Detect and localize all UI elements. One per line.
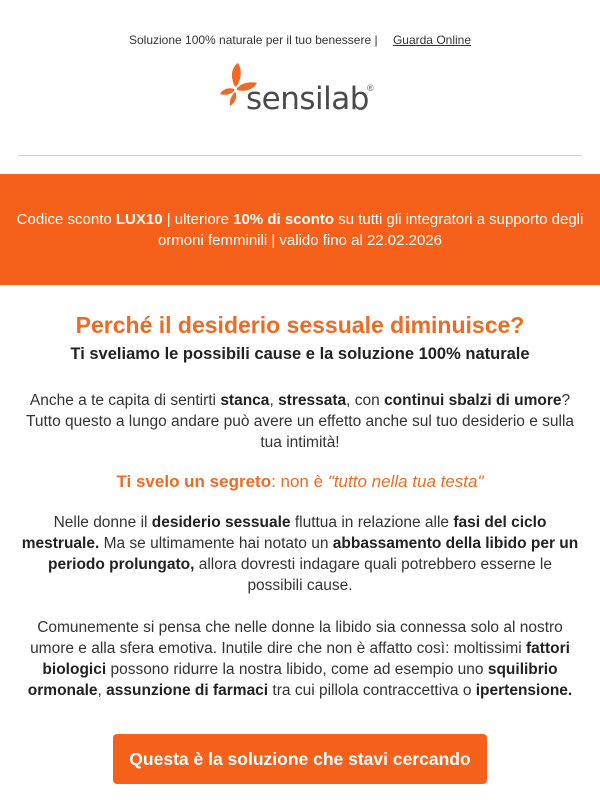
solution-cta-button[interactable]: Questa è la soluzione che stavi cercando — [113, 734, 486, 784]
subheadline: Ti sveliamo le possibili cause e la soluzione 100% naturale — [70, 345, 530, 363]
header-divider — [18, 155, 582, 156]
registered-mark: ® — [367, 83, 374, 93]
promo-banner — [0, 174, 600, 285]
secret-line: Ti svelo un segreto: non è "tutto nella tua testa" — [116, 472, 484, 491]
promo-text-3: su tutti gli integratori a supporto degli ormoni femminili | valido fino al 22.02.2026 — [157, 210, 584, 249]
view-online-link[interactable]: Guarda Online — [392, 33, 471, 47]
promo-code: LUX10 — [115, 210, 163, 228]
sensilab-logo[interactable] — [0, 63, 600, 125]
cycle-paragraph: Nelle donne il desiderio sessuale fluttua in relazione alle fasi del ciclo mestruale. Ma se ultimamente hai notato un abbassamento della libido per un periodo prolungato, allora dovresti indagare quali potrebbero esserne le possibili cause. — [21, 514, 579, 594]
headline: Perché il desiderio sessuale diminuisce? — [75, 312, 525, 338]
promo-discount: 10% di sconto — [233, 210, 335, 228]
promo-text-2: | ulteriore — [162, 210, 234, 228]
preheader-text: Soluzione 100% naturale per il tuo benessere | — [128, 33, 378, 47]
preheader — [0, 0, 600, 51]
promo-text-1: Codice sconto — [16, 210, 116, 228]
causes-paragraph: Comunemente si pensa che nelle donne la libido sia connessa solo al nostro umore e alla sfera emotiva. Inutile dire che non è affatto così: moltissimi fattori biologici possono ridurre la nostra libido, come ad esempio uno squilibrio ormonale, assunzione di farmaci tra cui pillola contraccettiva o ipertensione. — [27, 619, 573, 699]
brand-name: sensilab — [246, 81, 369, 117]
intro-paragraph: Anche a te capita di sentirti stanca, stressata, con continui sbalzi di umore? Tutto questo a lungo andare può avere un effetto anche sul tuo desiderio e sulla tua intimità! — [25, 392, 575, 451]
